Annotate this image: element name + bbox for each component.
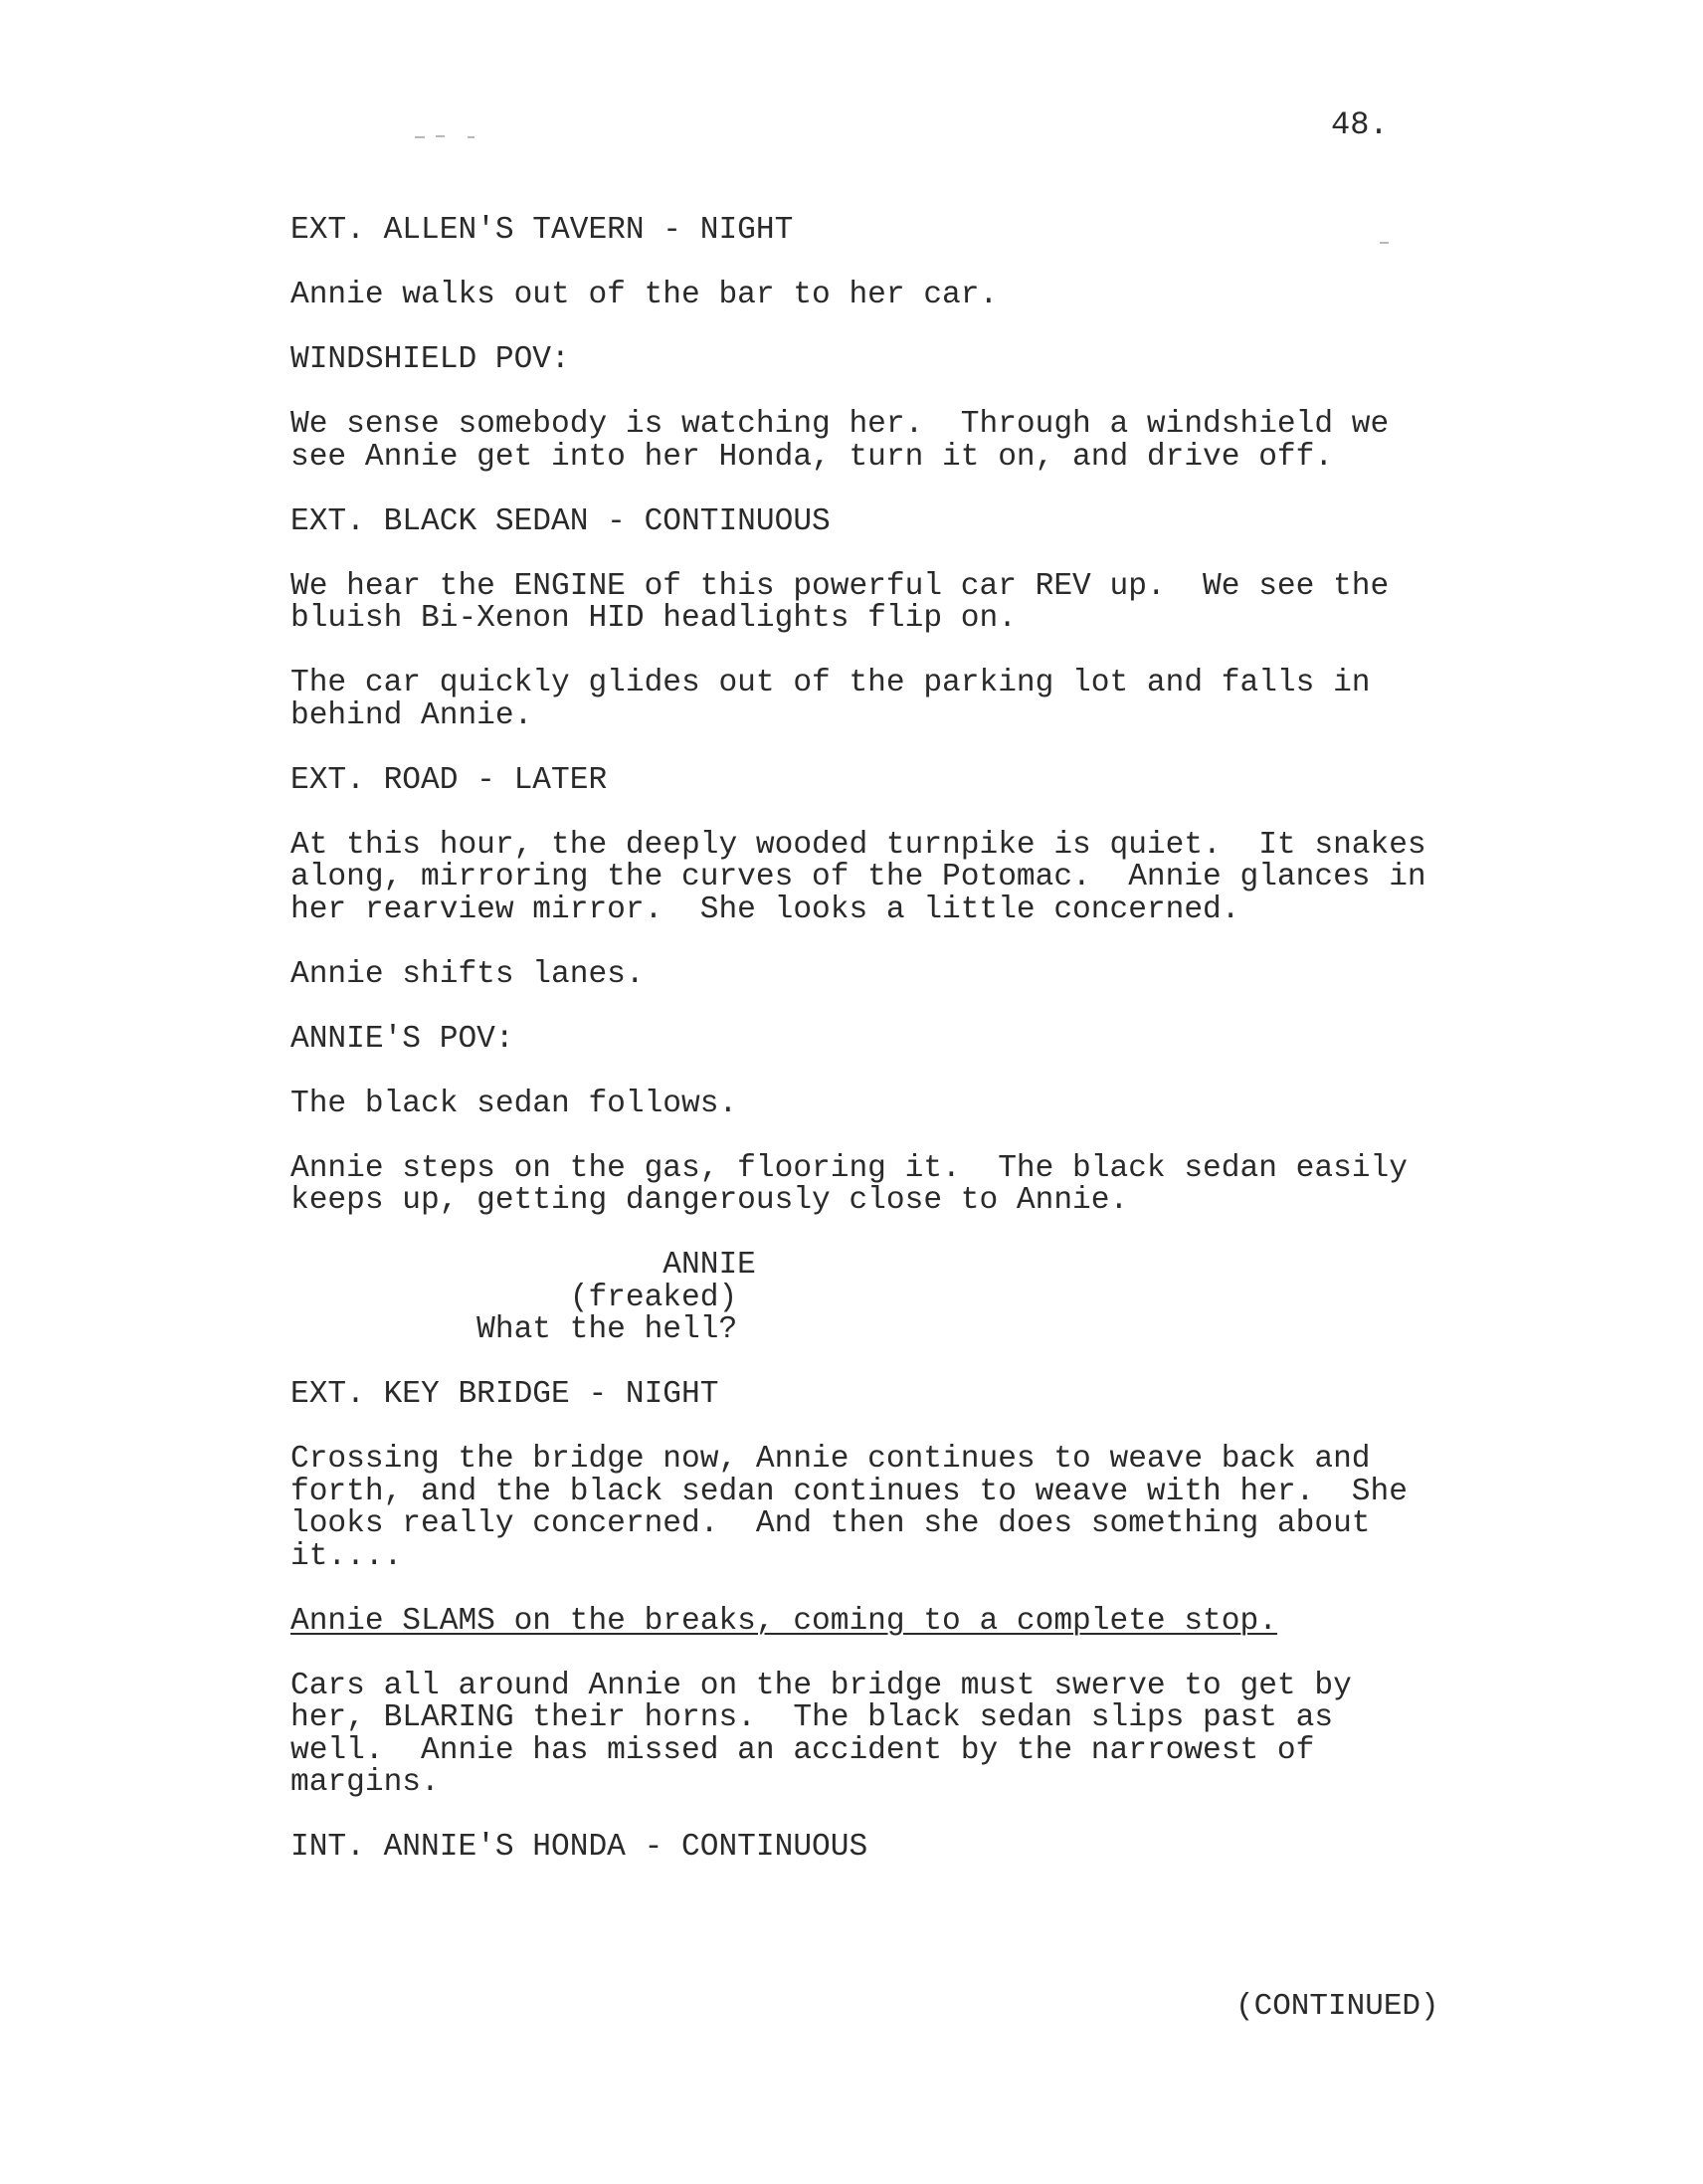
script-line: her, BLARING their horns. The black sedan slips past as <box>290 1700 1334 1735</box>
script-block <box>290 1250 1464 1347</box>
script-block <box>290 1668 1464 1800</box>
script-block <box>290 280 1464 312</box>
scan-speck <box>468 136 474 138</box>
script-line: behind Annie. <box>290 697 533 733</box>
script-line: The car quickly glides out of the parking lot and falls in <box>290 666 1371 700</box>
script-block <box>290 409 1464 474</box>
script-line: WINDSHIELD POV: <box>290 342 570 377</box>
block-gap <box>290 1218 1464 1251</box>
script-line: We hear the ENGINE of this powerful car REV up. We see the <box>290 568 1390 604</box>
script-line: EXT. BLACK SEDAN - CONTINUOUS <box>290 503 831 539</box>
underlined-text: Annie SLAMS on the breaks, coming to a complete stop. <box>290 1603 1277 1639</box>
script-line: bluish Bi-Xenon HID headlights flip on. <box>290 601 1017 636</box>
script-block <box>290 1832 1464 1865</box>
script-line: We sense somebody is watching her. Through a windshield we <box>290 407 1390 442</box>
script-line: her rearview mirror. She looks a little concerned. <box>290 892 1240 927</box>
script-line: Annie walks out of the bar to her car. <box>290 278 999 312</box>
script-line: keeps up, getting dangerously close to Annie. <box>290 1183 1129 1218</box>
script-line: ANNIE <box>290 1248 756 1283</box>
script-line <box>290 1603 1464 1639</box>
script-line: ANNIE'S POV: <box>290 1021 514 1057</box>
block-gap <box>290 474 1464 506</box>
script-block <box>290 762 1464 798</box>
block-gap <box>290 1412 1464 1445</box>
block-gap <box>290 797 1464 830</box>
block-gap <box>290 1638 1464 1671</box>
script-line: The black sedan follows. <box>290 1086 738 1121</box>
block-gap <box>290 538 1464 571</box>
script-block <box>290 215 1464 248</box>
script-block <box>290 668 1464 732</box>
block-gap <box>290 1800 1464 1833</box>
script-line: EXT. KEY BRIDGE - NIGHT <box>290 1377 719 1412</box>
script-line: At this hour, the deeply wooded turnpike is quiet. It snakes <box>290 827 1426 863</box>
script-line: INT. ANNIE'S HONDA - CONTINUOUS <box>290 1830 868 1865</box>
page-number: 48. <box>1331 106 1389 143</box>
script-line: see Annie get into her Honda, turn it on, and drive off. <box>290 439 1334 475</box>
script-block <box>290 568 1464 636</box>
block-gap <box>290 1056 1464 1089</box>
script-block <box>290 1603 1464 1639</box>
block-gap <box>290 377 1464 410</box>
script-line: EXT. ALLEN'S TAVERN - NIGHT <box>290 213 794 248</box>
block-gap <box>290 1573 1464 1606</box>
script-block <box>290 956 1464 992</box>
script-block <box>290 1150 1464 1218</box>
script-line: along, mirroring the curves of the Potomac. Annie glances in <box>290 860 1426 894</box>
script-block <box>290 503 1464 539</box>
script-block <box>290 1444 1464 1573</box>
block-gap <box>290 991 1464 1024</box>
script-block <box>290 1021 1464 1057</box>
scan-speck <box>436 135 445 137</box>
script-block <box>290 827 1464 927</box>
block-gap <box>290 732 1464 765</box>
block-gap <box>290 248 1464 281</box>
script-line: EXT. ROAD - LATER <box>290 762 608 798</box>
block-gap <box>290 926 1464 959</box>
script-line: Cars all around Annie on the bridge must swerve to get by <box>290 1668 1352 1703</box>
block-gap <box>290 312 1464 345</box>
script-line: margins. <box>290 1765 440 1800</box>
script-line: Annie shifts lanes. <box>290 956 645 992</box>
continued-label: (CONTINUED) <box>1235 1989 1439 2024</box>
script-line: well. Annie has missed an accident by the narrowest of <box>290 1732 1315 1768</box>
block-gap <box>290 1347 1464 1380</box>
script-line: looks really concerned. And then she does something about <box>290 1506 1371 1541</box>
script-block <box>290 344 1464 377</box>
scan-speck <box>415 136 425 138</box>
script-line: Annie steps on the gas, flooring it. The black sedan easily <box>290 1150 1408 1186</box>
script-line: it.... <box>290 1538 403 1574</box>
script-block <box>290 1379 1464 1412</box>
script-line: (freaked) <box>290 1280 738 1315</box>
screenplay-body <box>290 215 1464 1865</box>
script-line: forth, and the black sedan continues to weave with her. She <box>290 1474 1408 1509</box>
script-line: Crossing the bridge now, Annie continues to weave back and <box>290 1442 1371 1477</box>
script-line: What the hell? <box>290 1312 738 1347</box>
script-block <box>290 1086 1464 1121</box>
block-gap <box>290 636 1464 669</box>
block-gap <box>290 1120 1464 1153</box>
